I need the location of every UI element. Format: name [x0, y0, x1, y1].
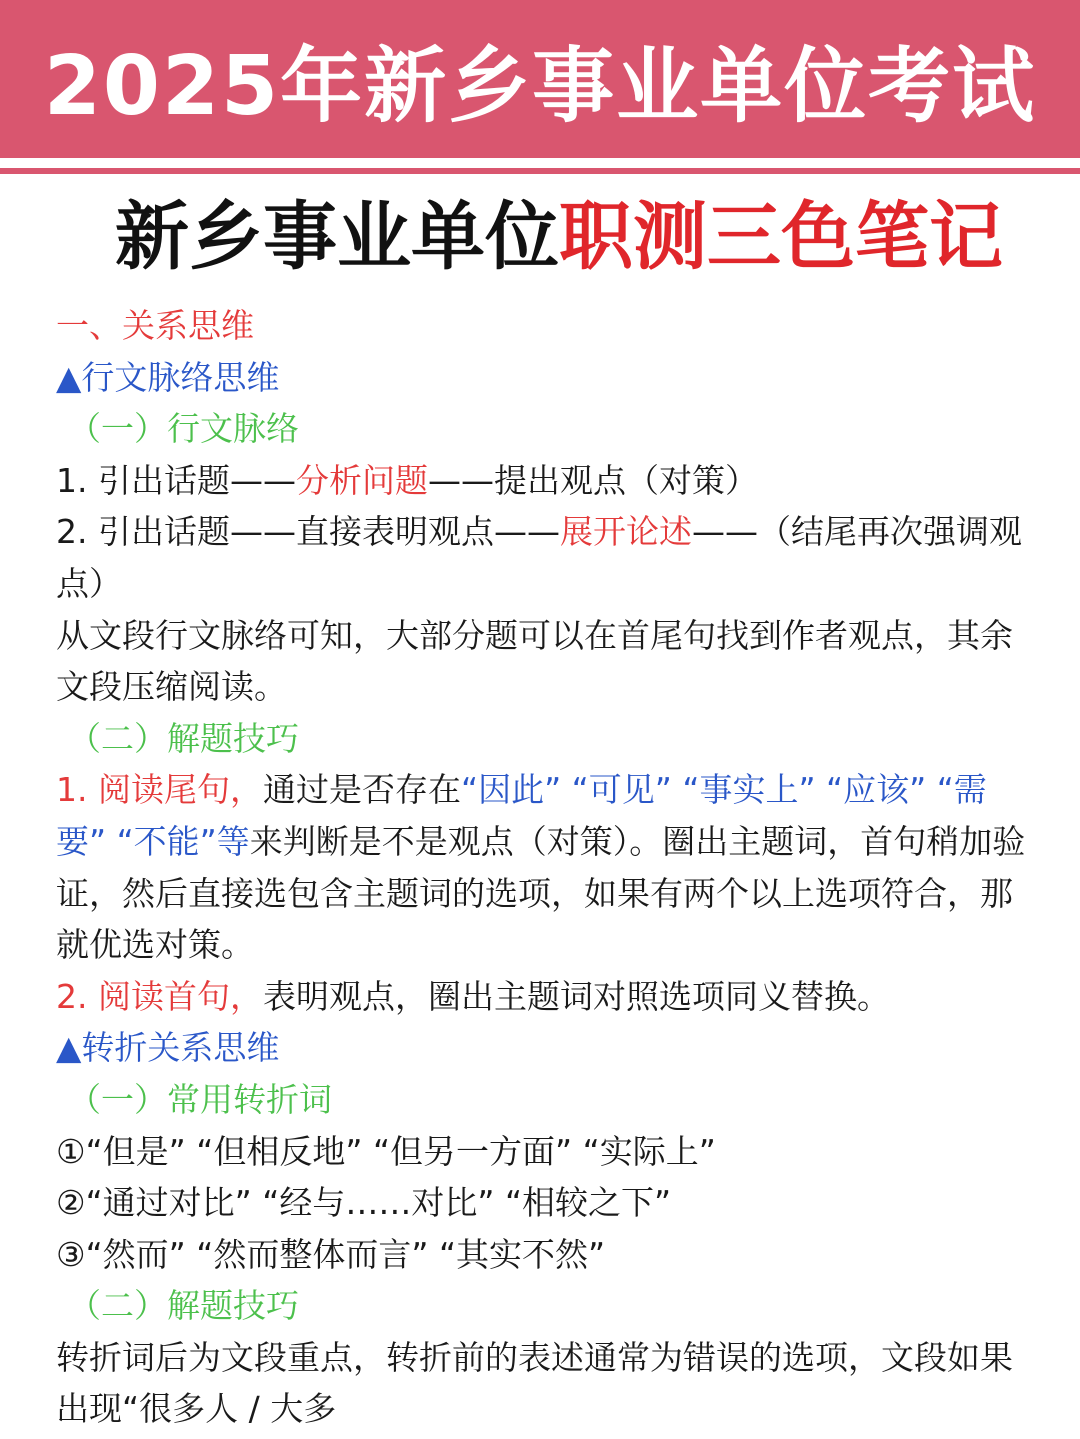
- heading-contrast-words: （一）常用转折词: [68, 1079, 332, 1119]
- note-content: [56, 300, 1026, 1435]
- section-heading-relations: 一、关系思维: [56, 306, 254, 345]
- paragraph-structure-2: [56, 506, 1026, 609]
- header-banner: [0, 0, 1080, 158]
- heading-context: （一）行文脉络: [68, 409, 299, 449]
- page-subtitle: [0, 192, 1080, 282]
- paragraph-structure-1: [56, 455, 1026, 507]
- heading-tips-1: （二）解题技巧: [68, 718, 299, 758]
- text-segment: 2. 引出话题——直接表明观点——: [56, 512, 560, 552]
- text-segment: ——（结尾再次强调观点）: [56, 512, 1022, 603]
- paragraph-tip-last-sentence: [56, 764, 1026, 970]
- list-item: ③“然而” “然而整体而言” “其实不然”: [56, 1234, 606, 1274]
- subtitle-red: 职测三色笔记: [559, 194, 1003, 280]
- highlight-red: 2. 阅读首句，: [56, 976, 263, 1016]
- highlight-blue: “因此” “可见” “事实上” “应该” “需要” “不能”等: [56, 770, 987, 861]
- list-item: ①“但是” “但相反地” “但另一方面” “实际上”: [56, 1131, 716, 1171]
- text-segment: 通过是否存在: [262, 770, 461, 810]
- banner-title: 2025年新乡事业单位考试: [43, 38, 1037, 134]
- banner-divider: [0, 168, 1080, 174]
- subsection-context-thinking: ▲行文脉络思维: [56, 357, 280, 397]
- subsection-contrast-thinking: ▲转折关系思维: [56, 1028, 280, 1068]
- highlight-red: 展开论述: [559, 512, 692, 552]
- paragraph-contrast-tip: 转折词后为文段重点，转折前的表述通常为错误的选项，文段如果出现“很多人 / 大多: [56, 1337, 1013, 1429]
- list-item: ②“通过对比” “经与……对比” “相较之下”: [56, 1183, 672, 1223]
- highlight-red: 1. 阅读尾句，: [56, 770, 263, 810]
- subtitle-black: 新乡事业单位: [115, 194, 559, 280]
- text-segment: 来判断是不是观点（对策）。圈出主题词，首句稍加验证，然后直接选包含主题词的选项，如果有两个以上选项符合，那就优选对策。: [56, 821, 1026, 965]
- text-segment: ——提出观点（对策）: [427, 460, 758, 500]
- highlight-red: 分析问题: [295, 460, 428, 500]
- paragraph-tip-first-sentence: [56, 971, 1026, 1023]
- paragraph-summary: 从文段行文脉络可知，大部分题可以在首尾句找到作者观点，其余文段压缩阅读。: [56, 615, 1013, 707]
- text-segment: 表明观点，圈出主题词对照选项同义替换。: [262, 976, 890, 1016]
- heading-tips-2: （二）解题技巧: [68, 1286, 299, 1326]
- text-segment: 1. 引出话题——: [56, 460, 296, 500]
